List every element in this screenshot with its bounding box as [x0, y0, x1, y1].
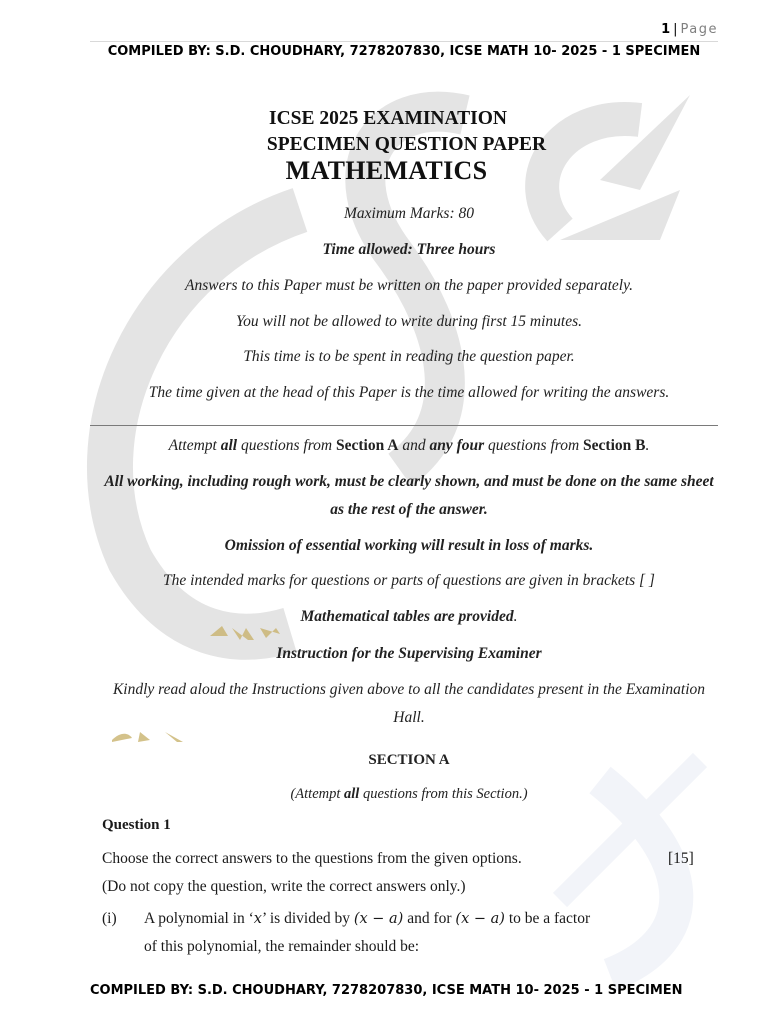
section-ref: Section A [336, 437, 399, 454]
sub-question-label: (i) [102, 910, 117, 927]
working-instruction: All working, including rough work, must be clearly shown, and must be done on the same sheet [104, 473, 714, 490]
tables-period: . [513, 608, 518, 625]
working-instruction-cont: as the rest of the answer. [330, 501, 488, 518]
stamp-fragment-6 [165, 732, 183, 742]
text: questions from [237, 437, 336, 454]
exam-title: ICSE 2025 EXAMINATION [269, 108, 507, 129]
stamp-fragment-1 [210, 626, 228, 636]
question-marks: [15] [668, 850, 694, 867]
text: ’ is divided by [261, 910, 354, 927]
max-marks: Maximum Marks: 80 [343, 205, 474, 222]
instruction-line: The time given at the head of this Paper is the time allowed for writing the answers. [148, 384, 670, 401]
emphasis: any four [429, 437, 485, 454]
instruction-line: Answers to this Paper must be written on the paper provided separately. [184, 277, 634, 294]
emphasis: all [220, 437, 238, 454]
header-rule [90, 41, 718, 42]
text: A polynomial in ‘ [144, 910, 254, 927]
math-expression: (x − a) [353, 911, 404, 927]
attempt-instruction [90, 437, 728, 455]
section-heading: SECTION A [368, 752, 450, 768]
text: questions from this Section.) [359, 786, 528, 802]
supervisor-instruction-cont: Hall. [393, 709, 425, 726]
section-ref: Section B [583, 437, 646, 454]
sub-question-text [144, 910, 590, 928]
divider [90, 425, 718, 426]
stamp-fragment-2 [232, 628, 254, 640]
intended-marks-instruction: The intended marks for questions or parts of questions are given in brackets [ ] [163, 572, 655, 589]
tables-instruction [90, 608, 728, 626]
tables-text: Mathematical tables are provided [300, 608, 514, 625]
section-note [90, 786, 728, 803]
question-note: (Do not copy the question, write the correct answers only.) [102, 878, 466, 895]
watermark-faint-stroke [560, 760, 700, 900]
text: and for [403, 910, 456, 927]
page-number-separator: | [673, 22, 678, 37]
stamp-fragment-5 [138, 732, 150, 742]
page-number [661, 22, 718, 37]
text: (Attempt [290, 786, 345, 802]
supervisor-heading: Instruction for the Supervising Examiner [276, 645, 542, 662]
compiled-by-footer: COMPILED BY: S.D. CHOUDHARY, 7278207830, ICSE MATH 10- 2025 - 1 SPECIMEN [90, 983, 683, 998]
emphasis: all [344, 786, 360, 802]
omission-instruction: Omission of essential working will result in loss of marks. [224, 537, 594, 554]
text: . [645, 437, 650, 454]
time-allowed: Time allowed: Three hours [322, 241, 496, 258]
page-number-value: 1 [661, 22, 671, 37]
supervisor-instruction: Kindly read aloud the Instructions given above to all the candidates present in the Examination [112, 681, 706, 698]
stamp-fragment-3 [260, 628, 280, 638]
text: questions from [484, 437, 584, 454]
text: and [398, 437, 430, 454]
math-variable: x [253, 911, 262, 927]
page-number-label: Page [680, 22, 718, 37]
subject-title: MATHEMATICS [285, 156, 488, 185]
sub-question-text-cont: of this polynomial, the remainder should be: [144, 938, 420, 955]
math-expression: (x − a) [455, 911, 505, 927]
text: Attempt [168, 437, 221, 454]
question-label: Question 1 [102, 817, 171, 833]
compiled-by-header: COMPILED BY: S.D. CHOUDHARY, 7278207830, ICSE MATH 10- 2025 - 1 SPECIMEN [107, 44, 701, 59]
watermark-faint-swash [600, 780, 676, 975]
text: to be a factor [504, 910, 591, 927]
stamp-fragment-4 [112, 734, 132, 742]
instruction-line: This time is to be spent in reading the question paper. [243, 348, 575, 365]
instruction-line: You will not be allowed to write during first 15 minutes. [235, 313, 583, 330]
paper-title: SPECIMEN QUESTION PAPER [266, 134, 547, 155]
question-prompt: Choose the correct answers to the questions from the given options. [102, 850, 522, 867]
